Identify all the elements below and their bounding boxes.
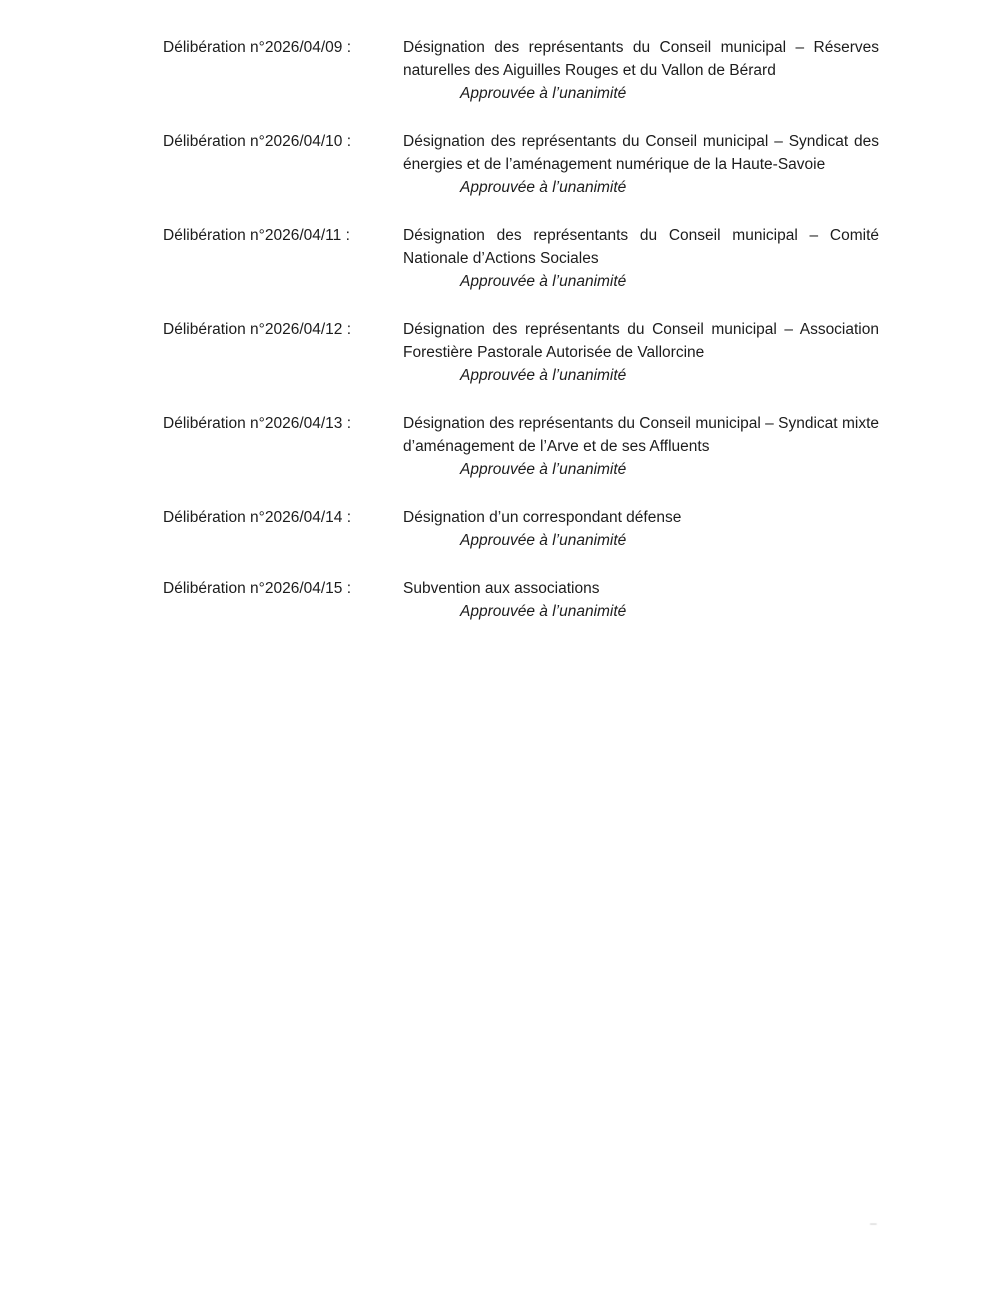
deliberation-body xyxy=(403,130,879,199)
deliberation-label: Délibération n°2026/04/13 : xyxy=(163,415,352,432)
deliberation-entry xyxy=(163,412,879,481)
deliberation-body xyxy=(403,506,879,552)
deliberation-body xyxy=(403,36,879,105)
deliberation-description: Désignation des représentants du Conseil municipal – Comité Nationale d’Actions Sociales xyxy=(403,227,879,267)
deliberation-list xyxy=(163,36,879,648)
deliberation-label: Délibération n°2026/04/11 : xyxy=(163,227,350,244)
deliberation-label: Délibération n°2026/04/09 : xyxy=(163,39,352,56)
deliberation-result: Approuvée à l’unanimité xyxy=(460,603,627,620)
deliberation-description: Désignation des représentants du Conseil municipal – Syndicat des énergies et de l’aménagement numérique de la Haute-Savoie xyxy=(403,133,879,173)
deliberation-entry xyxy=(163,506,879,552)
deliberation-result: Approuvée à l’unanimité xyxy=(460,532,627,549)
deliberation-label: Délibération n°2026/04/10 : xyxy=(163,133,352,150)
deliberation-entry xyxy=(163,318,879,387)
deliberation-result: Approuvée à l’unanimité xyxy=(460,461,627,478)
deliberation-description: Désignation des représentants du Conseil municipal – Réserves naturelles des Aiguilles Rouges et du Vallon de Bérard xyxy=(403,39,879,79)
deliberation-body xyxy=(403,577,879,623)
deliberation-description: Désignation d’un correspondant défense xyxy=(403,509,682,526)
deliberation-result: Approuvée à l’unanimité xyxy=(460,179,627,196)
deliberation-label: Délibération n°2026/04/15 : xyxy=(163,580,352,597)
deliberation-label: Délibération n°2026/04/12 : xyxy=(163,321,352,338)
deliberation-entry xyxy=(163,224,879,293)
deliberation-result: Approuvée à l’unanimité xyxy=(460,85,627,102)
scan-artifact: – xyxy=(870,1216,877,1230)
deliberation-description: Subvention aux associations xyxy=(403,580,600,597)
deliberation-body xyxy=(403,318,879,387)
deliberation-entry xyxy=(163,36,879,105)
deliberation-result: Approuvée à l’unanimité xyxy=(460,367,627,384)
deliberation-body xyxy=(403,412,879,481)
deliberation-entry xyxy=(163,577,879,623)
deliberation-description: Désignation des représentants du Conseil municipal – Association Forestière Pastorale Autorisée de Vallorcine xyxy=(403,321,879,361)
deliberation-entry xyxy=(163,130,879,199)
deliberation-body xyxy=(403,224,879,293)
deliberation-result: Approuvée à l’unanimité xyxy=(460,273,627,290)
deliberation-description: Désignation des représentants du Conseil municipal – Syndicat mixte d’aménagement de l’Arve et de ses Affluents xyxy=(403,415,879,455)
deliberation-label: Délibération n°2026/04/14 : xyxy=(163,509,352,526)
